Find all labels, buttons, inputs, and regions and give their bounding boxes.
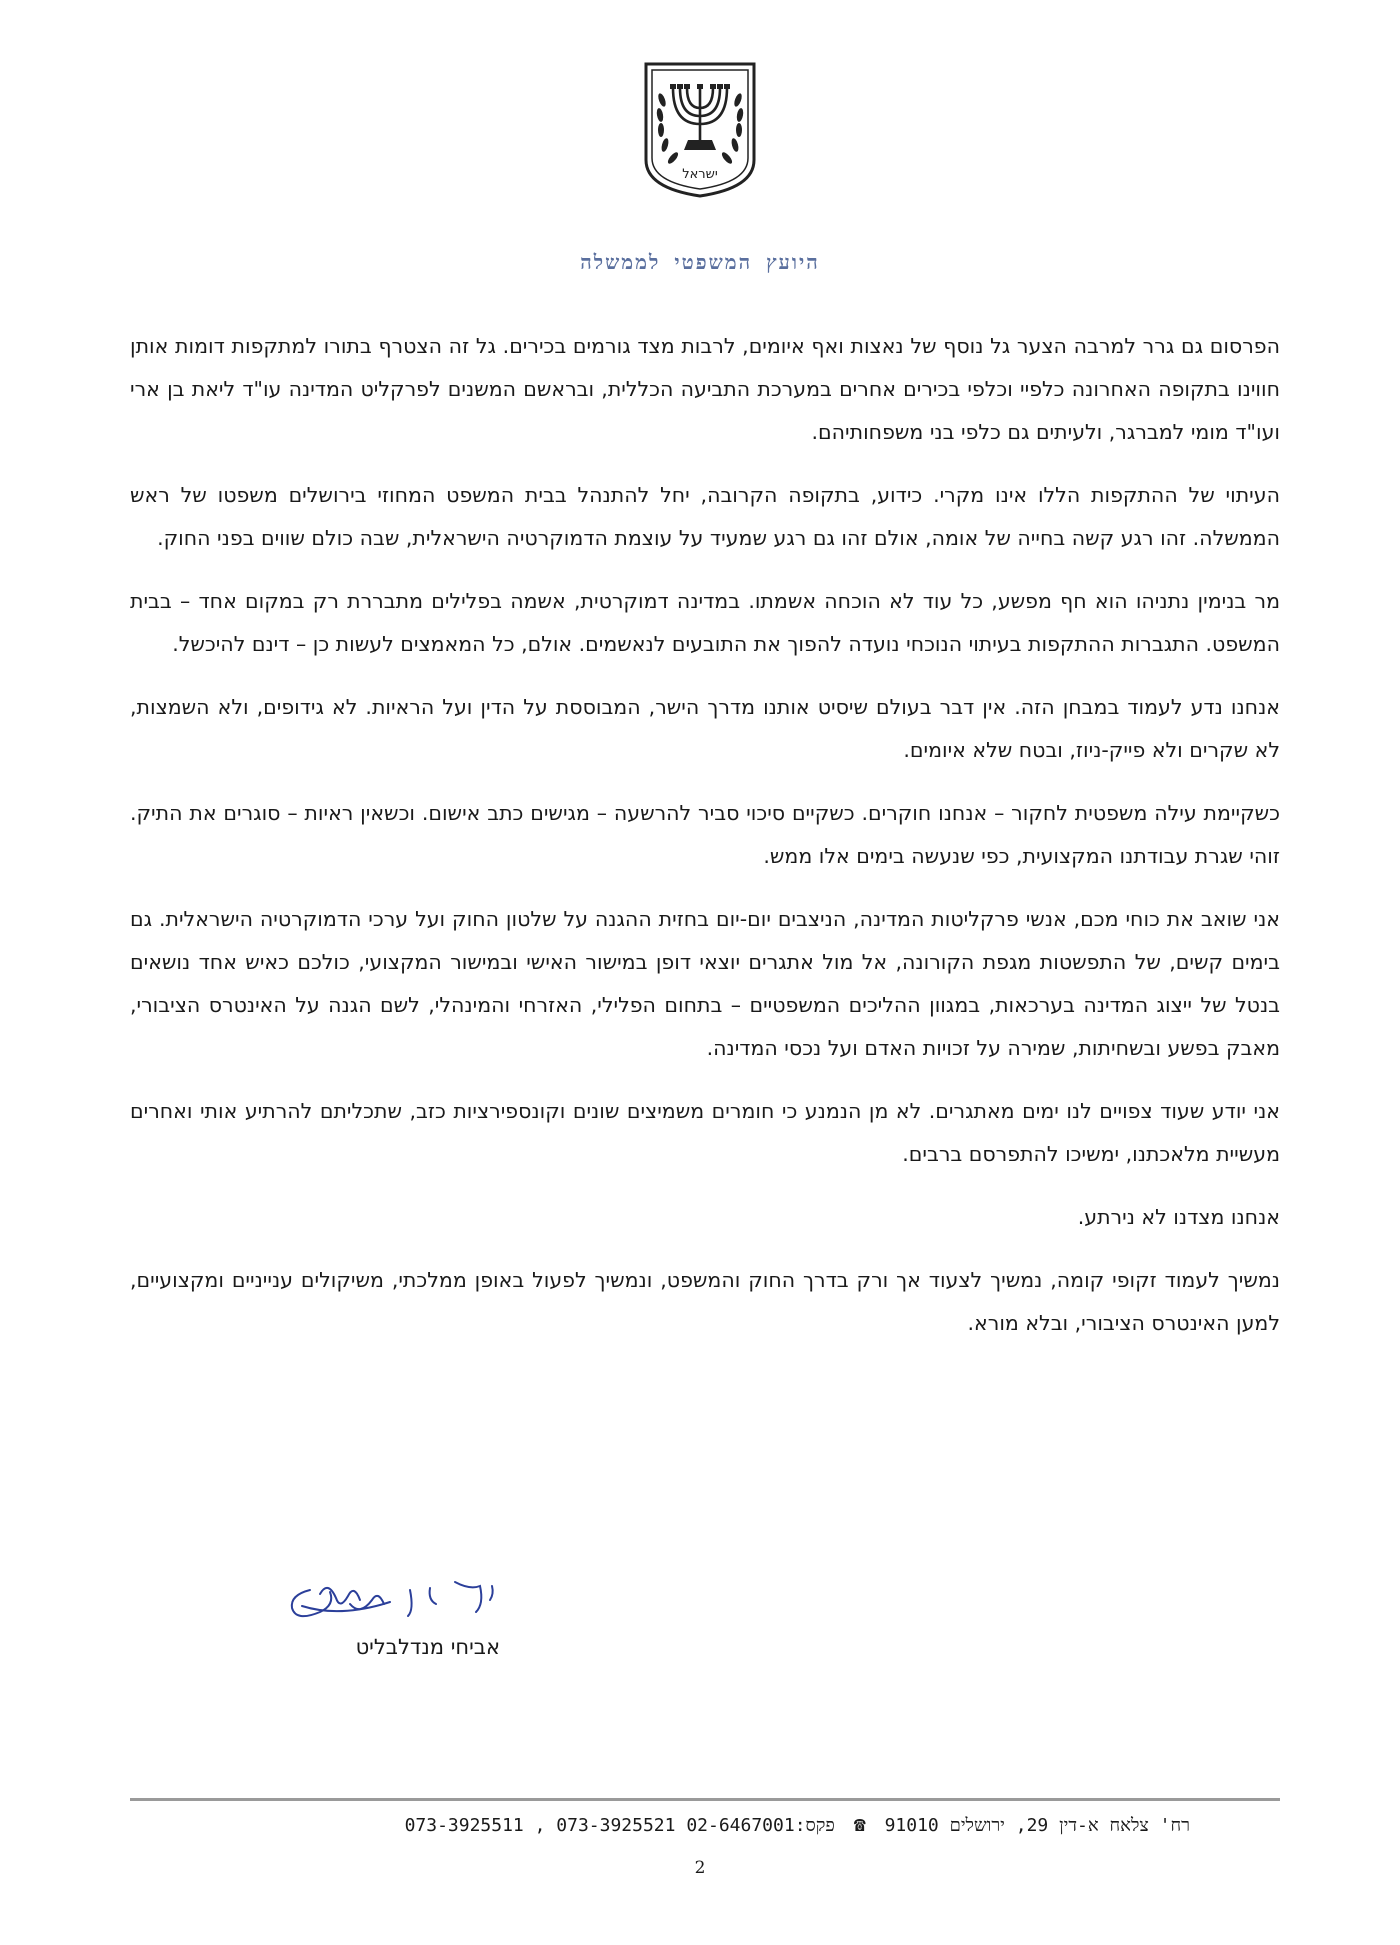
office-title: היועץ המשפטי לממשלה [580, 250, 820, 274]
emblem-label: ישראל [682, 167, 718, 182]
paragraph-4: אנחנו נדע לעמוד במבחן הזה. אין דבר בעולם שיסיט אותנו מדרך הישר, המבוססת על הדין ועל הראיות. לא גידופים, ולא השמצות, לא שקרים ולא פייק-ניוז, ובטח שלא איומים. [130, 695, 1280, 762]
paragraph-6: אני שואב את כוחי מכם, אנשי פרקליטות המדינה, הניצבים יום-יום בחזית ההגנה על שלטון החוק ועל ערכי הדמוקרטיה הישראלית. גם בימים קשים, של התפשטות מגפת הקורונה, אל מול אתגרים יוצאי דופן במישור האישי ובמישור המקצועי, כולכם כאיש אחד נושאים בנטל של ייצוג המדינה בערכאות, במגוון ההליכים המשפטיים – בתחום הפלילי, האזרחי והמינהלי, לשם הגנה על האינטרס הציבורי, מאבק בפשע ובשחיתות, שמירה על זכויות האדם ועל נכסי המדינה. [130, 907, 1280, 1060]
signer-name: אביחי מנדלבליט [355, 1635, 500, 1659]
paragraph-5: כשקיימת עילה משפטית לחקור – אנחנו חוקרים. כשקיים סיכוי סביר להרשעה – מגישים כתב אישום. וכשאין ראיות – סוגרים את התיק. זוהי שגרת עבודתנו המקצועית, כפי שנעשה בימים אלו ממש. [130, 801, 1280, 868]
footer-divider [130, 1798, 1280, 1801]
phone-numbers: 073-3925511 , 073-3925521 פקס:02-6467001 [404, 1815, 835, 1836]
paragraph-8: אנחנו מצדנו לא נירתע. [1077, 1205, 1280, 1229]
paragraph-2: העיתוי של ההתקפות הללו אינו מקרי. כידוע, בתקופה הקרובה, יחל להתנהל בבית המשפט המחוזי בירושלים משפטו של ראש הממשלה. זהו רגע קשה בחייה של אומה, אולם זהו גם רגע שמעיד על עוצמת הדמוקרטיה הישראלית, שבה כולם שווים בפני החוק. [130, 483, 1280, 550]
footer-address [130, 1812, 1190, 1836]
paragraph-1: הפרסום גם גרר למרבה הצער גל נוסף של נאצות ואף איומים, לרבות מצד גורמים בכירים. גל זה הצטרף בתורו למתקפות דומות אותן חווינו בתקופה האחרונה כלפיי וכלפי בכירים אחרים במערכת התביעה הכללית, ובראשם המשנים לפרקליט המדינה עו"ד ליאת בן ארי ועו"ד מומי למברגר, ולעיתים גם כלפי בני משפחותיהם. [130, 334, 1280, 444]
paragraph-9: נמשיך לעמוד זקופי קומה, נמשיך לצעוד אך ורק בדרך החוק והמשפט, ונמשיך לפעול באופן ממלכתי, משיקולים ענייניים ומקצועיים, למען האינטרס הציבורי, ובלא מורא. [130, 1268, 1280, 1335]
street-address: רח' צלאח א-דין 29, ירושלים 91010 [884, 1815, 1190, 1836]
page-number: 2 [694, 1858, 706, 1878]
letter-body [130, 325, 1280, 1365]
phone-icon: ☎ [853, 1812, 866, 1836]
signature-block [280, 1560, 520, 1680]
handwritten-signature [280, 1560, 520, 1630]
state-emblem-icon [640, 60, 760, 200]
paragraph-7: אני יודע שעוד צפויים לנו ימים מאתגרים. לא מן הנמנע כי חומרים משמיצים שונים וקונספירציות כזב, שתכליתם להרתיע אותי ואחרים מעשיית מלאכתנו, ימשיכו להתפרסם ברבים. [130, 1099, 1280, 1166]
paragraph-3: מר בנימין נתניהו הוא חף מפשע, כל עוד לא הוכחה אשמתו. במדינה דמוקרטית, אשמה בפלילים מתבררת רק במקום אחד – בבית המשפט. התגברות ההתקפות בעיתוי הנוכחי נועדה להפוך את התובעים לנאשמים. אולם, כל המאמצים לעשות כן – דינם להיכשל. [130, 589, 1280, 656]
